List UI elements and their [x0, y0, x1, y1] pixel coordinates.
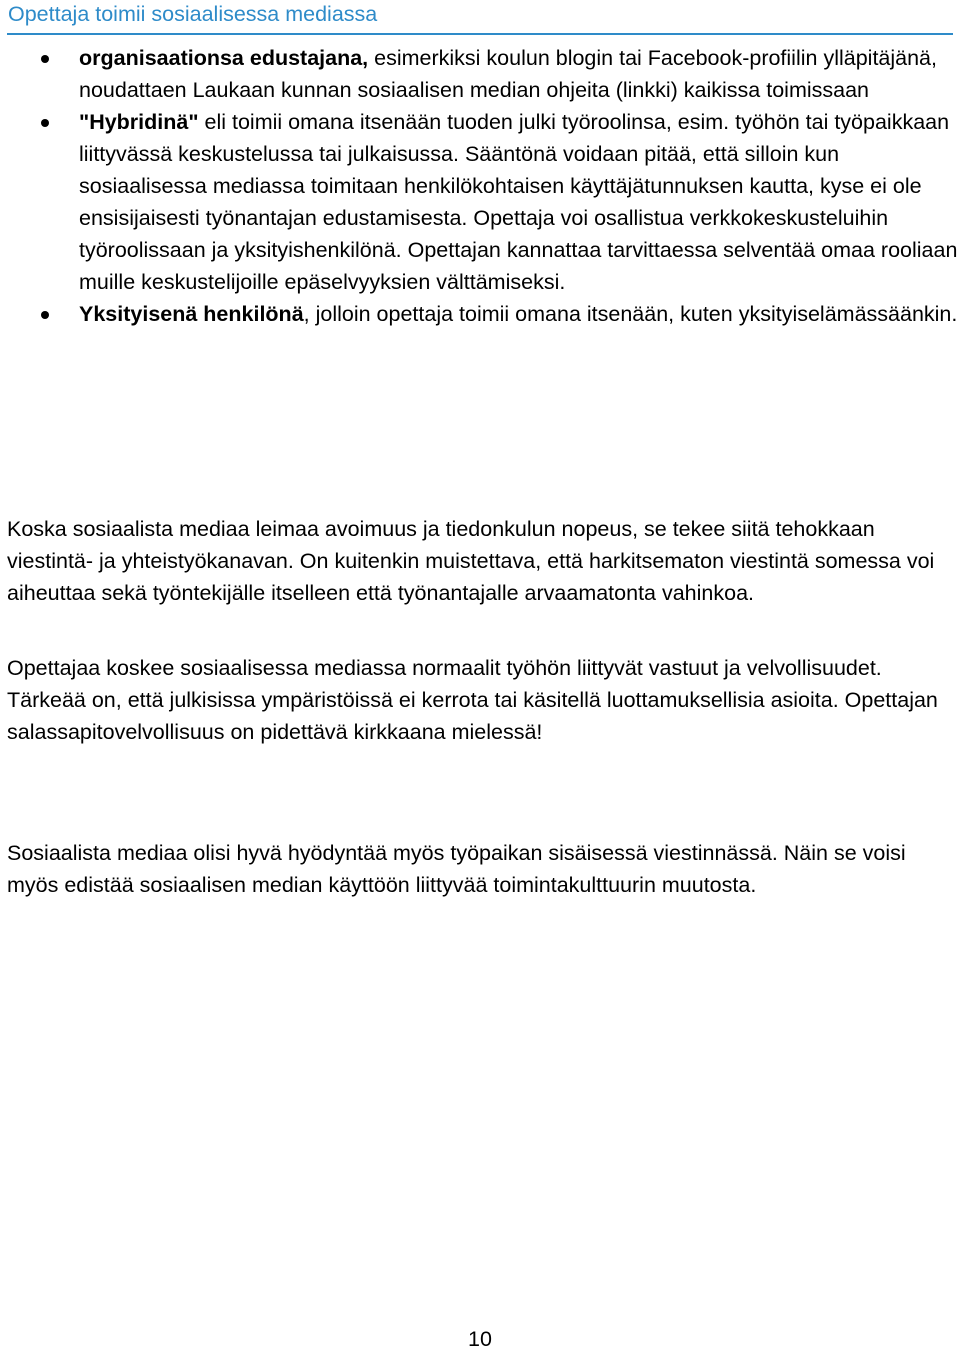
bullet-item-organisation [0, 42, 960, 106]
bullet-dot-icon [41, 55, 49, 63]
bullet-text: , jolloin opettaja toimii omana itsenään, kuten yksityiselämässäänkin. [303, 302, 958, 326]
bullet-text: eli toimii omana itsenään tuoden julki työroolinsa, esim. työhön tai työpaikkaan liittyvässä keskustelussa tai julkaisussa. Sääntönä voidaan pitää, että silloin kun sosiaalisessa mediassa toimitaan henkilökohtaisen käyttäjätunnuksen kautta, kyse ei ole ensisijaisesti työnantajan edustamisesta. Opettaja voi osallistua verkkokeskusteluihin työroolissaan ja yksityishenkilönä. Opettajan kannattaa tarvittaessa selventää omaa rooliaan muille keskustelijoille epäselvyyksien välttämiseksi. [79, 110, 958, 294]
paragraph-social-media-openness: Koska sosiaalista mediaa leimaa avoimuus ja tiedonkulun nopeus, se tekee siitä tehokkaan viestintä- ja yhteistyökanavan. On kuitenkin muistettava, että harkitsematon viestintä somessa voi aiheuttaa sekä työntekijälle itselleen että työnantajalle arvaamatonta vahinkoa. [7, 517, 935, 605]
bullet-item-hybrid [0, 106, 960, 298]
bullet-bold-text: Yksityisenä henkilönä [79, 302, 304, 326]
bullet-bold-text: organisaationsa edustajana, [79, 46, 369, 70]
paragraph-internal-communication: Sosiaalista mediaa olisi hyvä hyödyntää myös työpaikan sisäisessä viestinnässä. Näin se voisi myös edistää sosiaalisen median käyttöön liittyvää toimintakulttuurin muutosta. [7, 841, 906, 897]
bullet-bold-text: "Hybridinä" [79, 110, 199, 134]
bullet-dot-icon [41, 119, 49, 127]
page-title: Opettaja toimii sosiaalisessa mediassa [8, 2, 378, 26]
bullet-text: esimerkiksi koulun blogin tai Facebook-profiilin ylläpitäjänä, noudattaen Laukaan kunnan sosiaalisen median ohjeita (linkki) kaikissa toimissaan [79, 46, 937, 102]
bullet-dot-icon [41, 311, 49, 319]
page-header [7, 0, 953, 35]
paragraph-teacher-responsibilities: Opettajaa koskee sosiaalisessa mediassa normaalit työhön liittyvät vastuut ja velvollisuudet. Tärkeää on, että julkisissa ympäristöissä ei kerrota tai käsitellä luottamuksellisia asioita. Opettajan salassapitovelvollisuus on pidettävä kirkkaana mielessä! [7, 656, 938, 744]
page-number: 10 [468, 1327, 492, 1351]
bullet-item-private [0, 298, 960, 330]
bullet-list [0, 42, 960, 330]
